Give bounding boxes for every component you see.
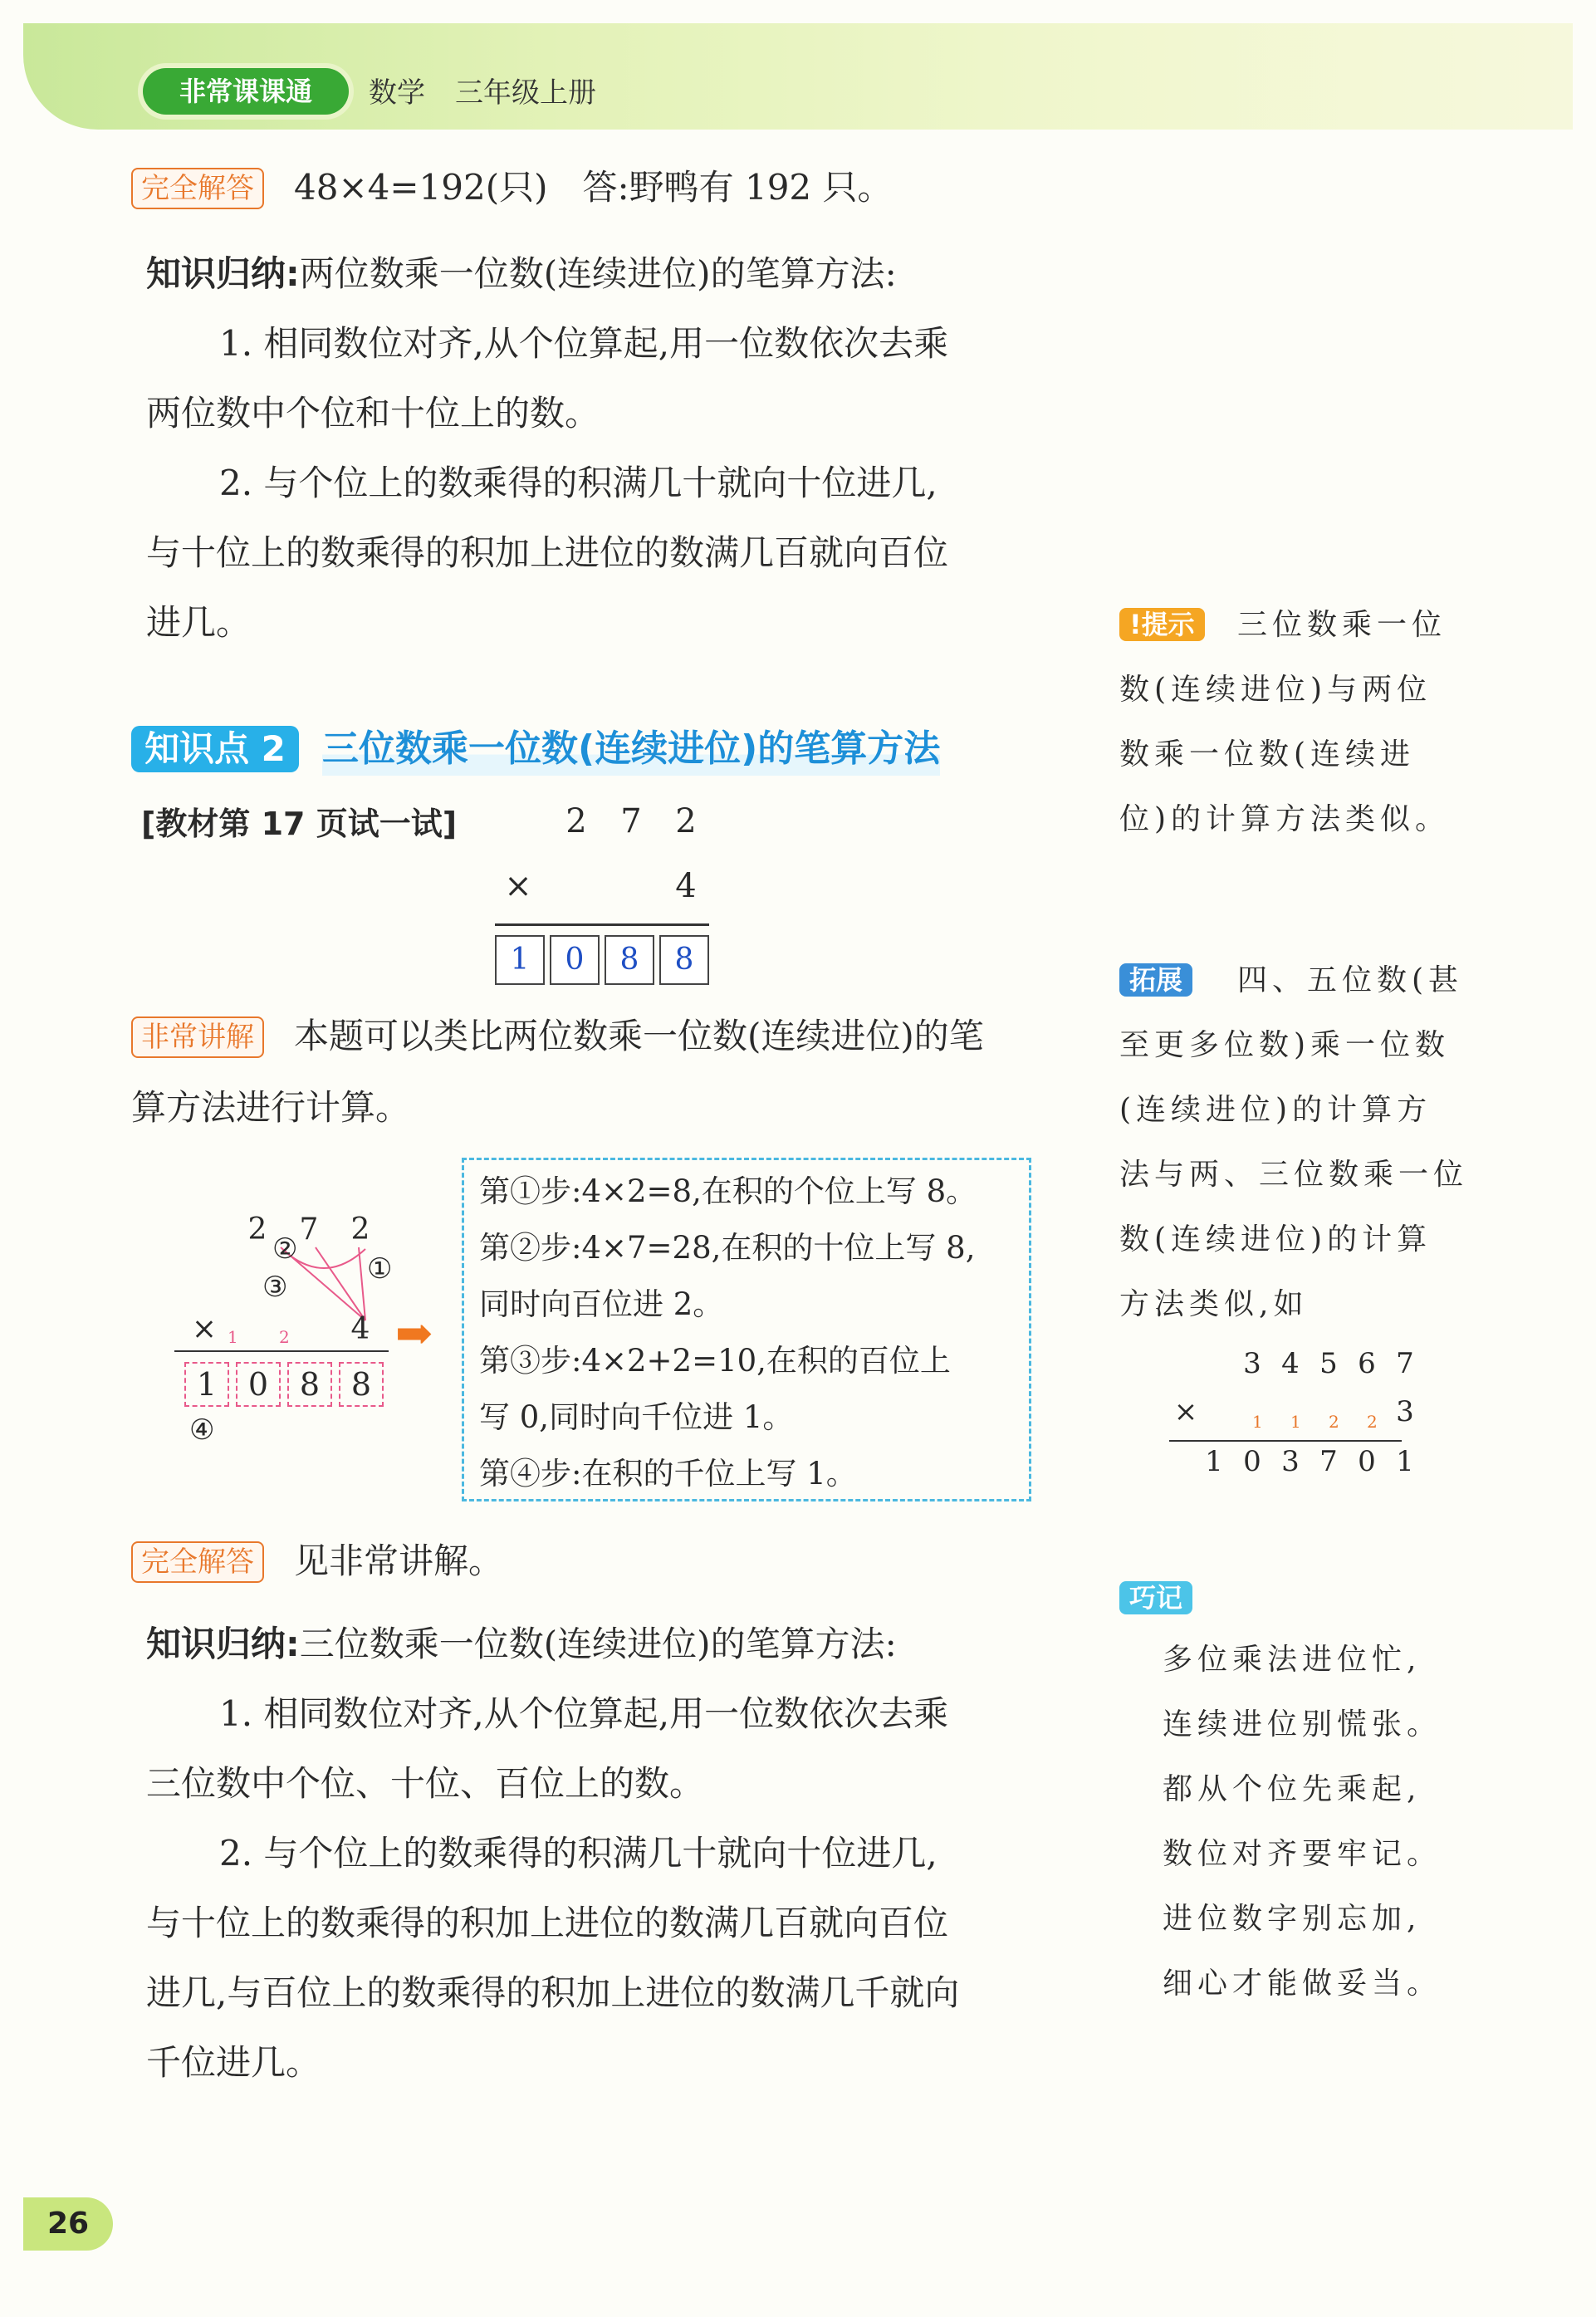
- extend-line: 数(连续进位)的计算: [1119, 1222, 1432, 1256]
- example-digit: 4: [1281, 1347, 1300, 1380]
- result-digit-box: 1: [184, 1362, 229, 1407]
- summary-line: 1. 相同数位对齐,从个位算起,用一位数依次去乘: [219, 323, 949, 364]
- step-line: 第①步:4×2=8,在积的个位上写 8。: [479, 1173, 977, 1209]
- tip-line: 数乘一位数(连续进: [1119, 737, 1416, 772]
- exercise-label: [教材第 17 页试一试]: [141, 806, 458, 842]
- memo-line: 都从个位先乘起,: [1163, 1772, 1422, 1806]
- summary-line: 两位数中个位和十位上的数。: [146, 393, 600, 434]
- extend-line: 四、五位数(甚: [1237, 963, 1464, 997]
- example-result-digit: 1: [1205, 1445, 1223, 1478]
- step-line: 同时向百位进 2。: [479, 1286, 724, 1322]
- memo-line: 细心才能做妥当。: [1163, 1967, 1442, 2001]
- exercise-rule: [495, 923, 709, 926]
- tip-line: 位)的计算方法类似。: [1119, 802, 1451, 836]
- example-rule: [1169, 1440, 1402, 1442]
- example-digit: 7: [1396, 1347, 1414, 1380]
- summary-line: 进几。: [146, 602, 252, 643]
- step-circle-2: ②: [272, 1232, 298, 1266]
- example-times-sign: ×: [1173, 1395, 1198, 1428]
- summary-title: 知识归纳:: [146, 253, 300, 294]
- summary-line: 与十位上的数乘得的积加上进位的数满几百就向百位: [146, 532, 949, 573]
- diagram-digit: 2: [247, 1212, 267, 1247]
- example-result-digit: 1: [1396, 1445, 1414, 1478]
- summary-line: 进几,与百位上的数乘得的积加上进位的数满几千就向: [146, 1972, 960, 2013]
- memo-tag: 巧记: [1119, 1581, 1192, 1614]
- times-sign: ×: [504, 867, 532, 905]
- answer-tag: 完全解答: [131, 1541, 264, 1583]
- tip-line: 三位数乘一位: [1237, 608, 1447, 642]
- memo-line: 连续进位别慌张。: [1163, 1707, 1442, 1741]
- extend-line: 方法类似,如: [1119, 1287, 1309, 1321]
- diagram-rule: [174, 1350, 389, 1352]
- summary-line: 1. 相同数位对齐,从个位算起,用一位数依次去乘: [219, 1693, 949, 1734]
- answer-text: 48×4=192(只) 答:野鸭有 192 只。: [294, 167, 893, 208]
- exercise-multiplier: 4: [675, 867, 697, 905]
- answer-digit-box: 0: [550, 935, 600, 985]
- example-result-digit: 7: [1319, 1445, 1338, 1478]
- example-carry: 2: [1367, 1412, 1378, 1432]
- example-result-digit: 3: [1281, 1445, 1300, 1478]
- summary-heading: [146, 249, 897, 299]
- step-line: 写 0,同时向千位进 1。: [479, 1399, 794, 1435]
- step-line: 第④步:在积的千位上写 1。: [479, 1456, 857, 1492]
- example-digit: 3: [1243, 1347, 1261, 1380]
- summary-rest: 两位数乘一位数(连续进位)的笔算方法:: [299, 253, 897, 294]
- tip-tag: !提示: [1119, 608, 1205, 641]
- result-digit-box: 8: [339, 1362, 384, 1407]
- answer-digit-box: 1: [495, 935, 545, 985]
- example-carry: 1: [1290, 1412, 1301, 1432]
- diagram-times-sign: ×: [191, 1312, 218, 1346]
- summary-line: 与十位上的数乘得的积加上进位的数满几百就向百位: [146, 1903, 949, 1943]
- example-multiplier: 3: [1396, 1395, 1414, 1428]
- extend-line: (连续进位)的计算方: [1119, 1093, 1432, 1127]
- diagram-digit: 7: [299, 1212, 319, 1247]
- summary-heading: [146, 1619, 897, 1669]
- extend-tag: 拓展: [1119, 963, 1192, 997]
- summary-line: 千位进几。: [146, 2042, 321, 2083]
- step-line: 第②步:4×7=28,在积的十位上写 8,: [479, 1230, 976, 1266]
- step-circle-4: ④: [189, 1413, 215, 1447]
- diagram-digit: 2: [350, 1212, 370, 1247]
- answer-digit-box: 8: [659, 935, 709, 985]
- steps-box: [462, 1158, 1031, 1501]
- carry-digit: 2: [279, 1327, 290, 1347]
- page-number: 26: [23, 2197, 113, 2251]
- example-carry: 2: [1329, 1412, 1339, 1432]
- example-result-digit: 0: [1358, 1445, 1376, 1478]
- example-result-digit: 0: [1243, 1445, 1261, 1478]
- diagram-multiplier: 4: [350, 1312, 370, 1346]
- subject-label: 数学: [369, 76, 425, 110]
- step-line: 第③步:4×2+2=10,在积的百位上: [479, 1343, 951, 1379]
- exercise-digit: 7: [620, 802, 642, 840]
- result-digit-box: 8: [287, 1362, 332, 1407]
- summary-line: 三位数中个位、十位、百位上的数。: [146, 1763, 705, 1804]
- example-digit: 6: [1358, 1347, 1376, 1380]
- step-circle-3: ③: [262, 1271, 288, 1304]
- explanation-line: 算方法进行计算。: [131, 1087, 411, 1128]
- memo-line: 数位对齐要牢记。: [1163, 1837, 1442, 1871]
- explanation-line: 本题可以类比两位数乘一位数(连续进位)的笔: [294, 1016, 984, 1056]
- right-arrow-icon: ➡: [395, 1307, 433, 1359]
- summary-title: 知识归纳:: [146, 1624, 300, 1664]
- summary-line: 2. 与个位上的数乘得的积满几十就向十位进几,: [219, 1833, 938, 1874]
- result-digit-box: 0: [236, 1362, 281, 1407]
- series-badge: 非常课课通: [143, 68, 349, 115]
- exercise-digit: 2: [675, 802, 697, 840]
- example-digit: 5: [1319, 1347, 1338, 1380]
- explanation-tag: 非常讲解: [131, 1016, 264, 1058]
- knowledge-point-title: 三位数乘一位数(连续进位)的笔算方法: [322, 723, 940, 776]
- grade-label: 三年级上册: [455, 76, 596, 110]
- answer-text: 见非常讲解。: [294, 1541, 504, 1581]
- memo-line: 多位乘法进位忙,: [1163, 1643, 1422, 1677]
- step-circle-1: ①: [367, 1252, 393, 1286]
- answer-tag: 完全解答: [131, 168, 264, 209]
- exercise-digit: 2: [565, 802, 587, 840]
- example-carry: 1: [1252, 1412, 1263, 1432]
- knowledge-point-badge: 知识点 2: [131, 726, 299, 772]
- answer-digit-box: 8: [605, 935, 654, 985]
- summary-line: 2. 与个位上的数乘得的积满几十就向十位进几,: [219, 463, 938, 503]
- memo-line: 进位数字别忘加,: [1163, 1902, 1422, 1936]
- tip-line: 数(连续进位)与两位: [1119, 673, 1432, 707]
- extend-line: 至更多位数)乘一位数: [1119, 1028, 1451, 1062]
- extend-line: 法与两、三位数乘一位: [1119, 1158, 1469, 1192]
- carry-digit: 1: [228, 1327, 238, 1347]
- summary-rest: 三位数乘一位数(连续进位)的笔算方法:: [299, 1624, 897, 1664]
